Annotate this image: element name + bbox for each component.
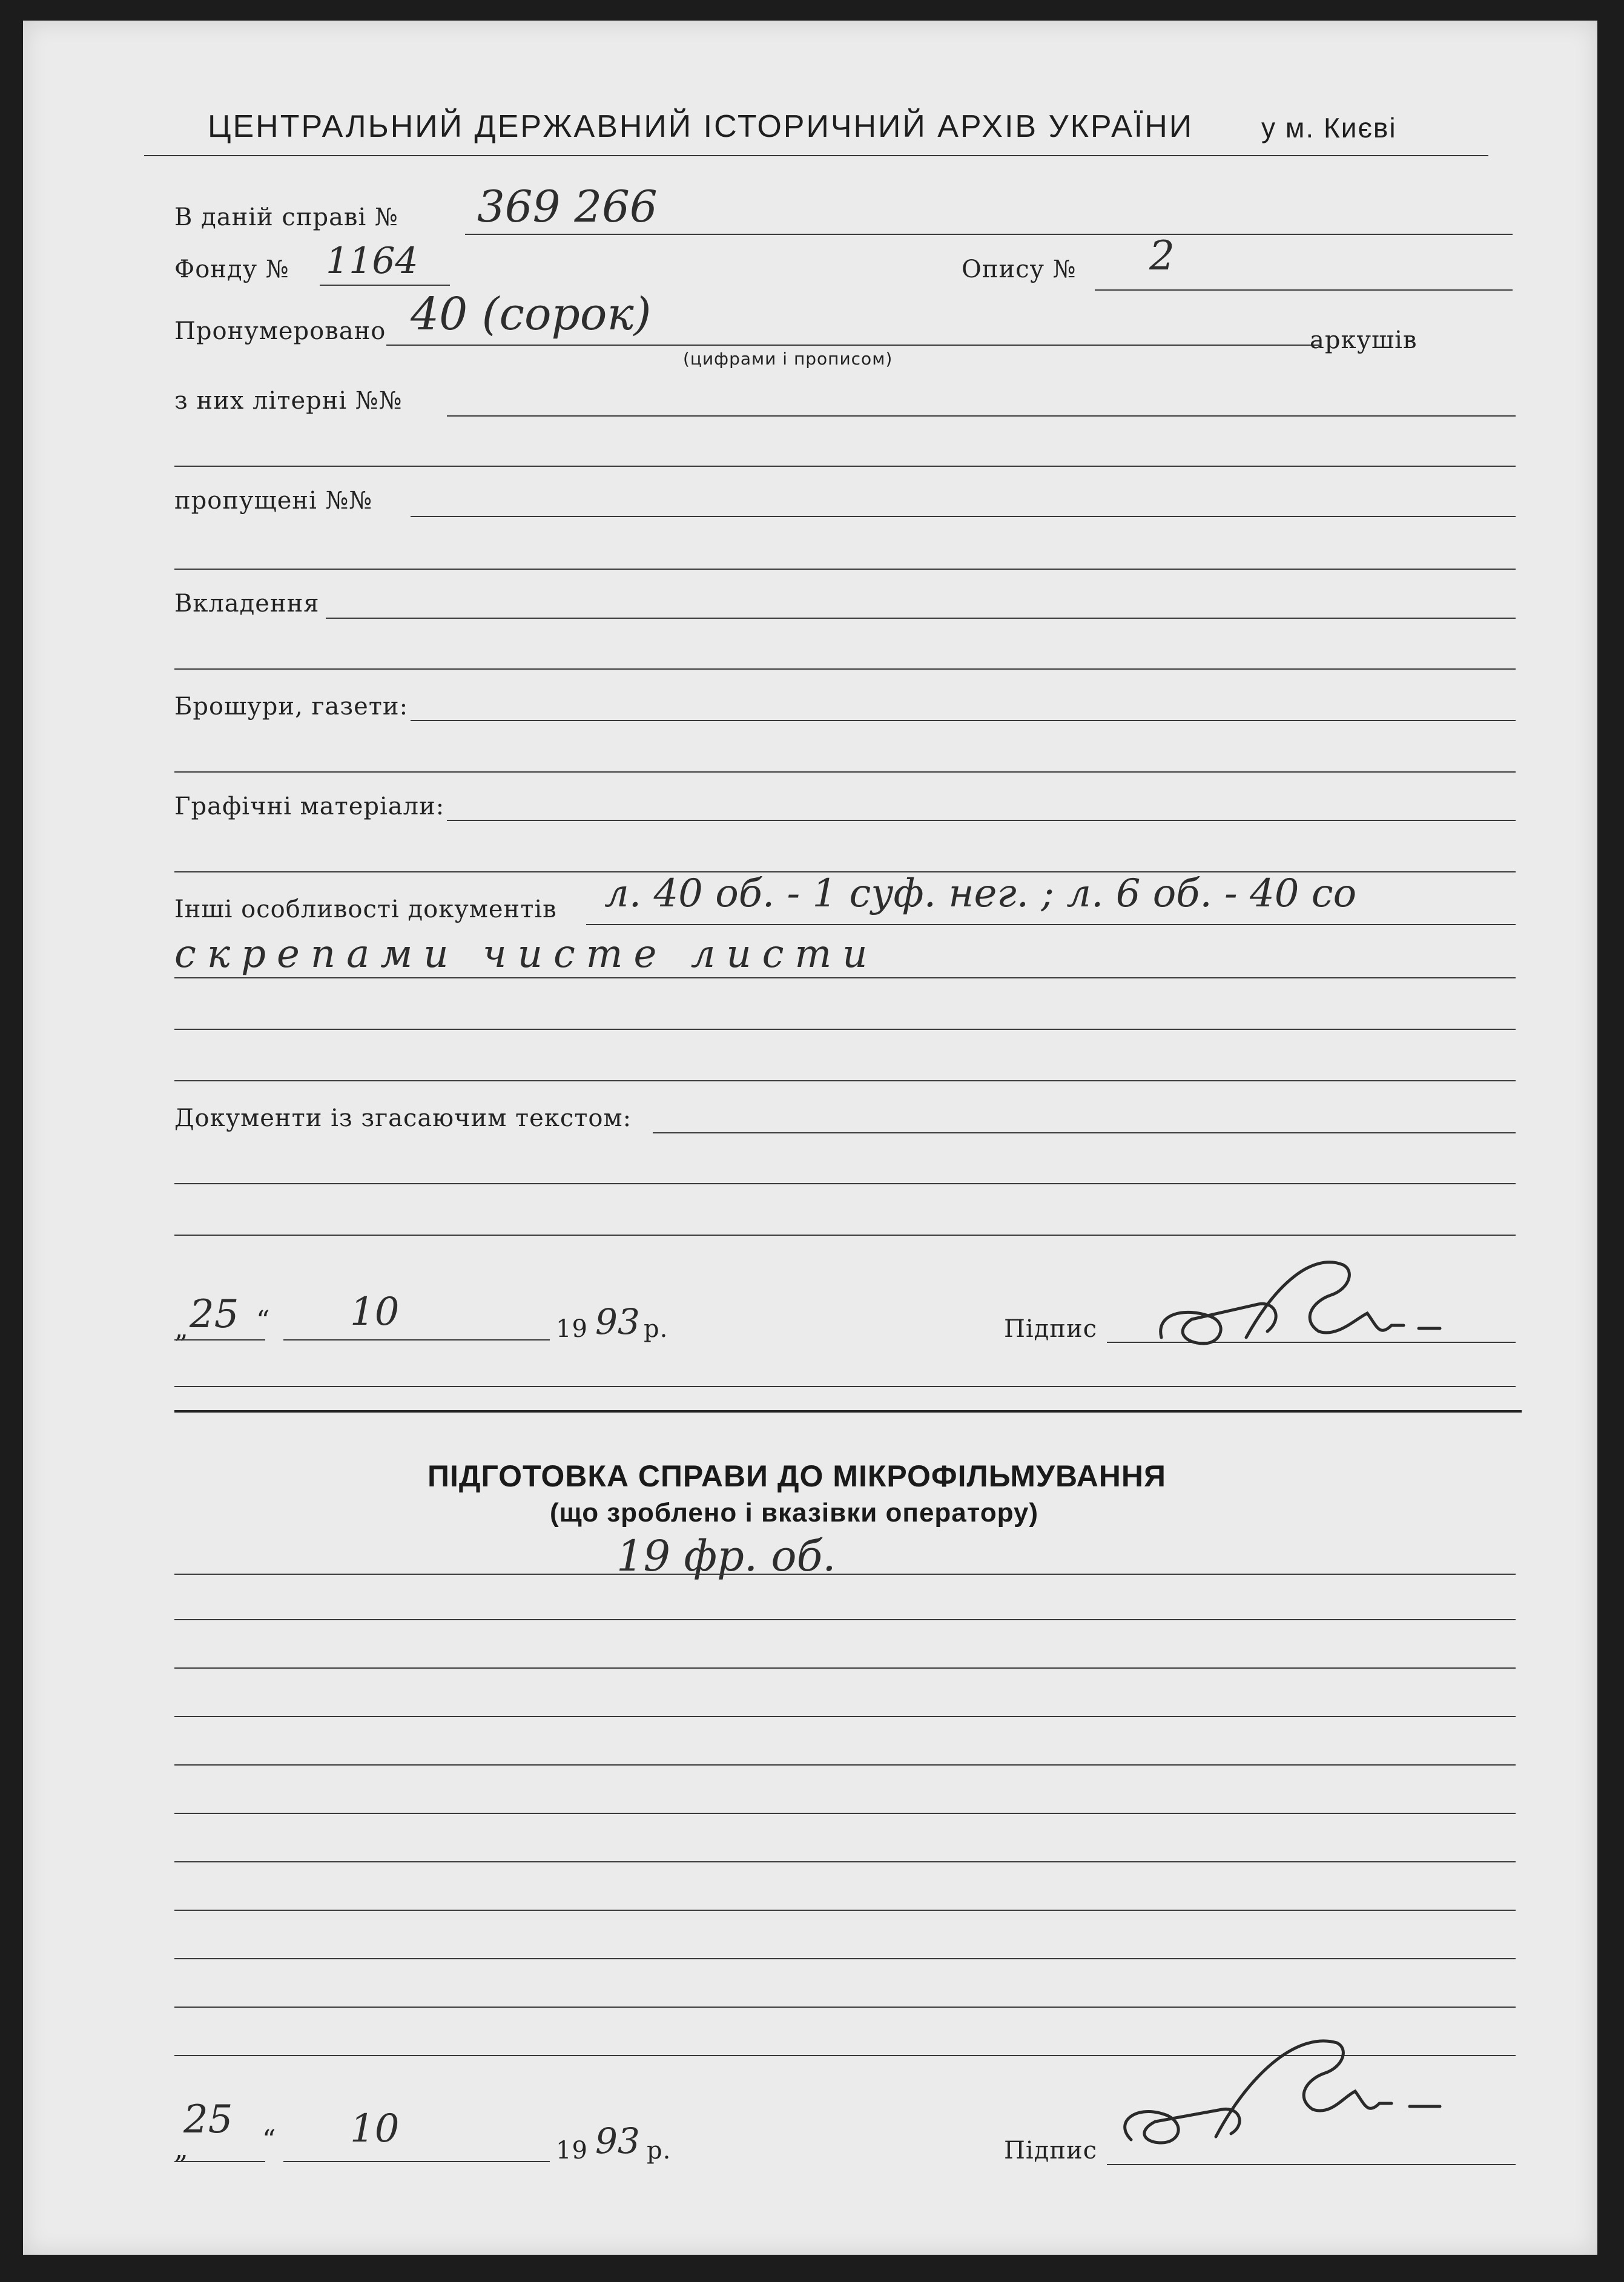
opys-line (1095, 289, 1513, 291)
date2-open-quote: „ (174, 2134, 189, 2165)
brochures-label: Брошури, газети: (174, 693, 409, 721)
archive-name: ЦЕНТРАЛЬНИЙ ДЕРЖАВНИЙ ІСТОРИЧНИЙ АРХІВ УКРАЇНИ (208, 109, 1194, 144)
blank-line (174, 1029, 1516, 1030)
date1-r: р. (644, 1315, 668, 1343)
date2-year-suffix: 93 (595, 2120, 640, 2162)
other-line (586, 924, 1516, 925)
date1-year-prefix: 19 (556, 1315, 588, 1343)
blank-line (174, 668, 1516, 670)
blank-line (174, 977, 1516, 978)
graphic-label: Графічні матеріали: (174, 793, 445, 820)
blank-line (174, 1958, 1516, 1959)
micro-note: 19 фр. об. (616, 1531, 836, 1581)
date2-r: р. (647, 2137, 672, 2165)
date2-year-prefix: 19 (556, 2137, 588, 2165)
date2-day-line (174, 2161, 265, 2162)
blank-line (174, 1183, 1516, 1184)
blank-line (174, 1574, 1516, 1575)
blank-line (174, 2007, 1516, 2008)
blank-line (174, 1386, 1516, 1387)
date1-month: 10 (350, 1290, 400, 1334)
blank-line (174, 1910, 1516, 1911)
other-label: Інші особливості документів (174, 895, 557, 923)
blank-line (174, 1861, 1516, 1862)
case-number: 369 266 (477, 181, 658, 232)
date2-close-quote: “ (262, 2125, 277, 2155)
blank-line (174, 569, 1516, 570)
missing-label: пропущені №№ (174, 487, 373, 515)
numbered-line (386, 345, 1319, 346)
opys-number: 2 (1149, 232, 1175, 279)
fond-label: Фонду № (174, 256, 289, 283)
date1-day-line (174, 1339, 265, 1341)
blank-line (174, 1619, 1516, 1620)
other-value-line1: л. 40 об. - 1 суф. нег. ; л. 6 об. - 40 со (604, 871, 1357, 916)
fond-number: 1164 (326, 240, 418, 282)
micro-title: ПІДГОТОВКА СПРАВИ ДО МІКРОФІЛЬМУВАННЯ (427, 1459, 1166, 1493)
date2-day: 25 (183, 2097, 233, 2142)
graphic-line (447, 820, 1516, 821)
letter-label: з них літерні №№ (174, 387, 403, 415)
date1-close-quote: “ (256, 1305, 271, 1336)
section-divider (174, 1410, 1522, 1413)
date1-month-line (283, 1339, 550, 1341)
case-label: В даній справі № (174, 203, 398, 231)
signature-label-1: Підпис (1004, 1315, 1098, 1343)
faded-label: Документи із згасаючим текстом: (174, 1104, 632, 1132)
signature-2 (1101, 2019, 1476, 2164)
inserts-line (326, 618, 1516, 619)
blank-line (174, 1764, 1516, 1766)
archive-city: у м. Києві (1261, 112, 1397, 143)
archive-form-sheet (23, 21, 1597, 2255)
brochures-line (411, 720, 1516, 721)
blank-line (174, 1813, 1516, 1814)
numbered-unit: аркушів (1310, 326, 1418, 354)
letter-line (447, 415, 1516, 417)
signature-label-2: Підпис (1004, 2137, 1098, 2165)
signature-1 (1137, 1247, 1476, 1368)
blank-line (174, 1716, 1516, 1717)
numbered-label: Пронумеровано (174, 317, 386, 345)
signature-line-2 (1107, 2164, 1516, 2165)
numbered-hint: (цифрами і прописом) (683, 349, 893, 369)
missing-line (411, 516, 1516, 517)
header-underline (144, 155, 1488, 156)
case-line (465, 234, 1513, 235)
blank-line (174, 771, 1516, 773)
numbered-value: 40 (сорок) (411, 288, 652, 340)
blank-line (174, 1235, 1516, 1236)
inserts-label: Вкладення (174, 590, 320, 618)
date2-month: 10 (350, 2106, 400, 2151)
blank-line (174, 466, 1516, 467)
date1-open-quote: „ (174, 1313, 189, 1344)
blank-line (174, 1080, 1516, 1081)
faded-line (653, 1132, 1516, 1133)
date1-year-suffix: 93 (595, 1301, 640, 1342)
other-value-line2: скрепами чисте листи (174, 932, 879, 977)
fond-line (320, 285, 450, 286)
blank-line (174, 1667, 1516, 1669)
opys-label: Опису № (962, 256, 1077, 283)
micro-subtitle: (що зроблено і вказівки оператору) (550, 1498, 1039, 1528)
date2-month-line (283, 2161, 550, 2162)
date1-day: 25 (190, 1292, 239, 1337)
